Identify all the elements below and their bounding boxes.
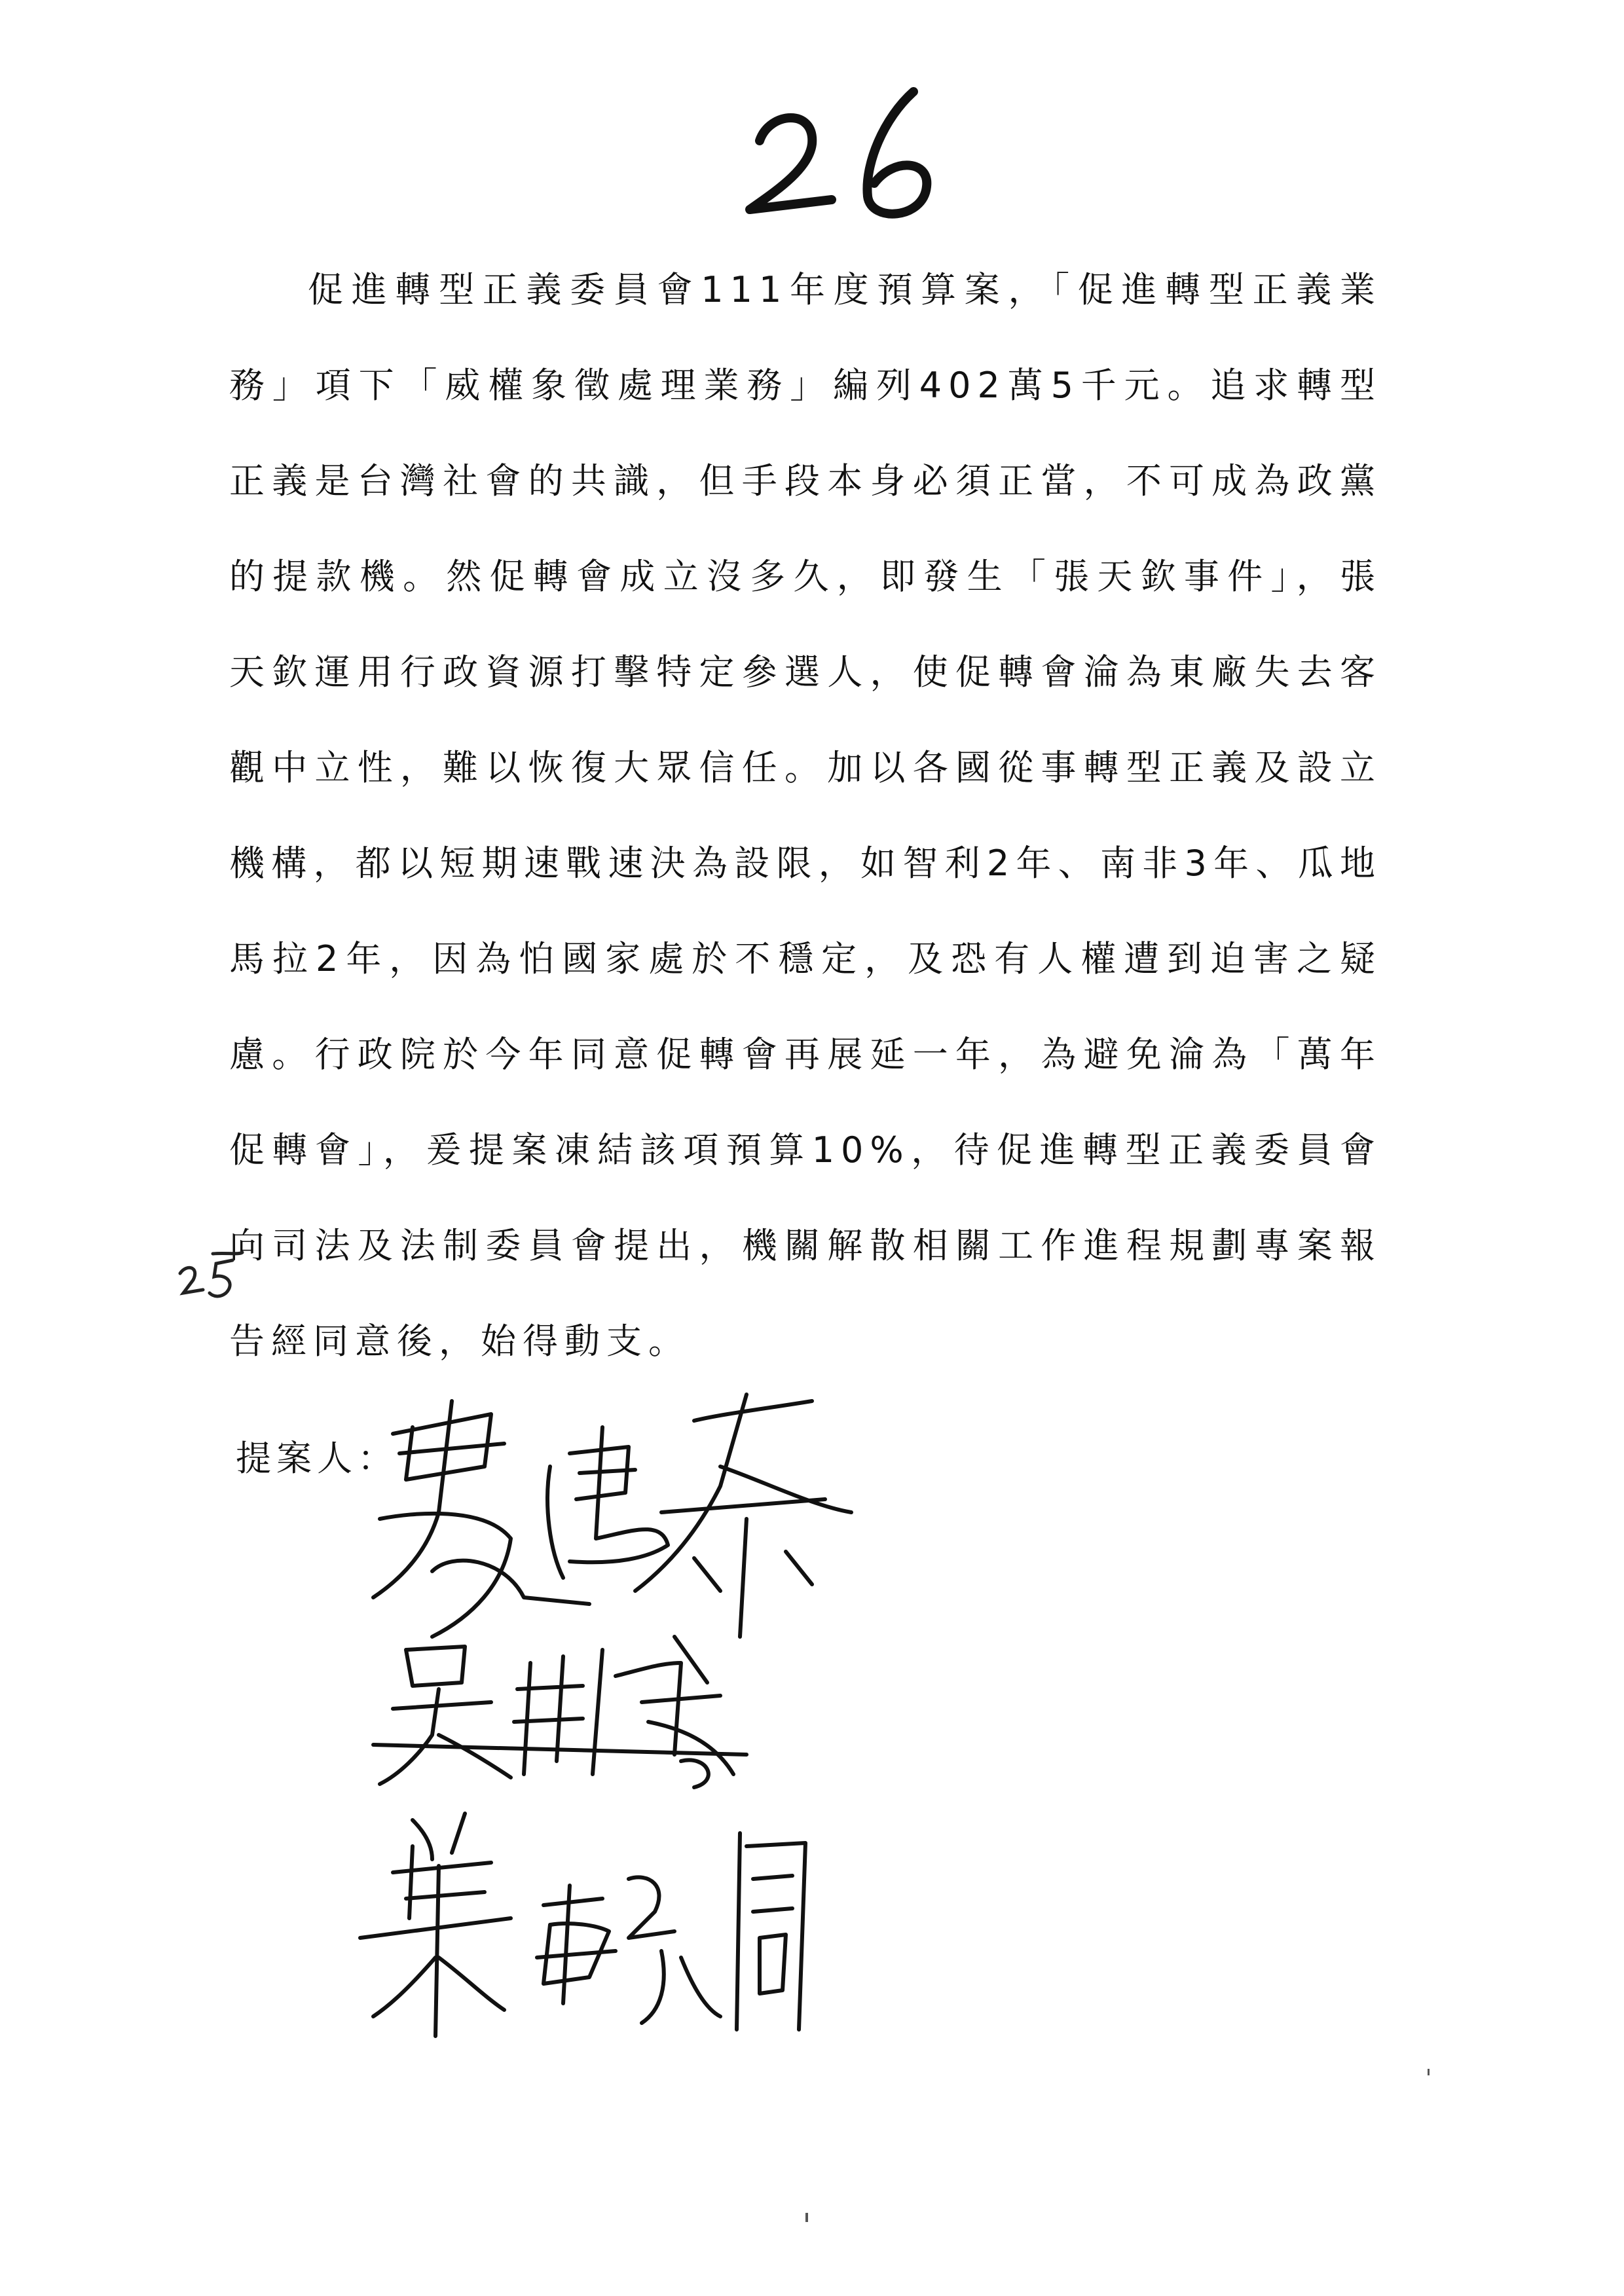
signature-1	[354, 1388, 891, 1650]
handwritten-page-number	[733, 79, 950, 229]
scan-speck	[1428, 2069, 1430, 2075]
proposer-label: 提案人：	[236, 1438, 398, 1479]
scan-speck	[805, 2213, 808, 2222]
handwritten-margin-mark	[174, 1247, 246, 1306]
signature-2	[367, 1624, 760, 1794]
proposal-body-text: 促進轉型正義委員會111年度預算案，「促進轉型正義業務」項下「威權象徵處理業務」編列402萬5千元。追求轉型正義是台灣社會的共識，但手段本身必須正當，不可成為政黨的提款機。然促轉會成立沒多久，即發生「張天欽事件」，張天欽運用行政資源打擊特定參選人，使促轉會淪為東廠失去客觀中立性，難以恢復大眾信任。加以各國從事轉型正義及設立機構，都以短期速戰速決為設限，如智利2年、南非3年、瓜地馬拉2年，因為怕國家處於不穩定，及恐有人權遭到迫害之疑慮。行政院於今年同意促轉會再展延一年，為避免淪為「萬年促轉會」，爰提案凍結該項預算10%，待促進轉型正義委員會向司法及法制委員會提出，機關解散相關工作進程規劃專案報告經同意後，始得動支。	[229, 269, 1382, 1362]
signature-3	[354, 1807, 825, 2043]
